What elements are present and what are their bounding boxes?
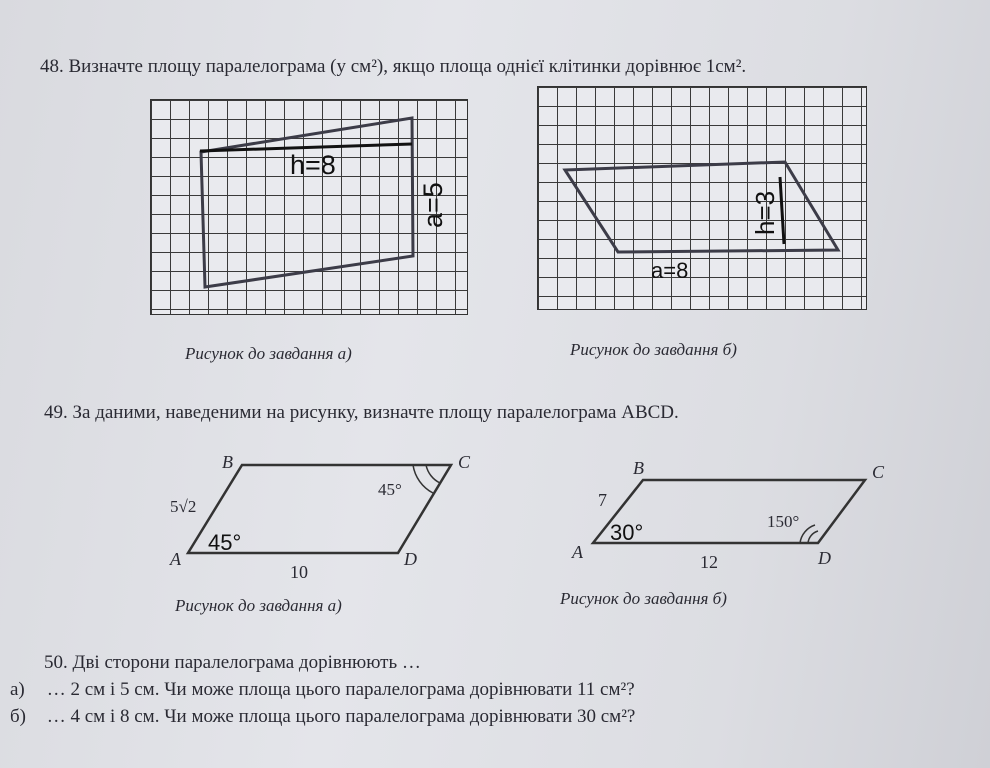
task-50-a-text: … 2 см і 5 см. Чи може площа цього паралелограма дорівнювати 11 см²? (46, 679, 635, 700)
side-label-48a: a=5 (418, 182, 448, 228)
angle-a-label-49b: 30° (610, 520, 644, 545)
height-label-48b: h=3 (750, 190, 780, 235)
vertex-A-49b: A (572, 542, 583, 562)
task-50-b (10, 706, 635, 728)
caption-49a: Рисунок до завдання а) (175, 596, 342, 615)
task-50-b-text: … 4 см і 8 см. Чи може площа цього паралелограма дорівнювати 30 см²? (46, 706, 636, 727)
angle-a-label-49a: 45° (208, 530, 242, 555)
task-50-a (10, 679, 635, 701)
angle-d-label-49b: 150° (767, 512, 800, 531)
task-50-a-marker: а) (10, 679, 25, 700)
task-49-number: 49. (44, 402, 68, 423)
height-label-48a: h=8 (290, 150, 336, 180)
caption-48a: Рисунок до завдання а) (185, 344, 352, 363)
vertex-C-49a: C (458, 452, 471, 472)
caption-49b: Рисунок до завдання б) (560, 589, 727, 608)
vertex-A-49a: A (170, 549, 181, 569)
side-ab-label-49b: 7 (598, 490, 607, 510)
vertex-D-49a: D (404, 549, 417, 569)
angle-c-label-49a: 45° (378, 480, 402, 499)
task-49-text: За даними, наведеними на рисунку, визначте площу паралелограма ABCD. (72, 402, 679, 423)
task-50-b-marker: б) (10, 706, 26, 727)
vertex-B-49b: B (633, 458, 644, 478)
caption-48b: Рисунок до завдання б) (570, 340, 737, 359)
vertex-C-49b: C (872, 462, 885, 482)
side-label-48b: a=8 (651, 258, 689, 283)
vertex-B-49a: B (222, 452, 233, 472)
task-50-statement: 50. Дві сторони паралелограма дорівнюють … (44, 652, 421, 673)
side-ad-label-49b: 12 (700, 552, 718, 572)
side-ab-label-49a: 5√2 (170, 497, 197, 516)
task-48-text: Визначте площу паралелограма (у см²), якщо площа однієї клітинки дорівнює 1см². (68, 56, 747, 77)
task-48-number: 48. (40, 56, 64, 77)
vertex-D-49b: D (818, 548, 831, 568)
side-ad-label-49a: 10 (290, 562, 308, 582)
